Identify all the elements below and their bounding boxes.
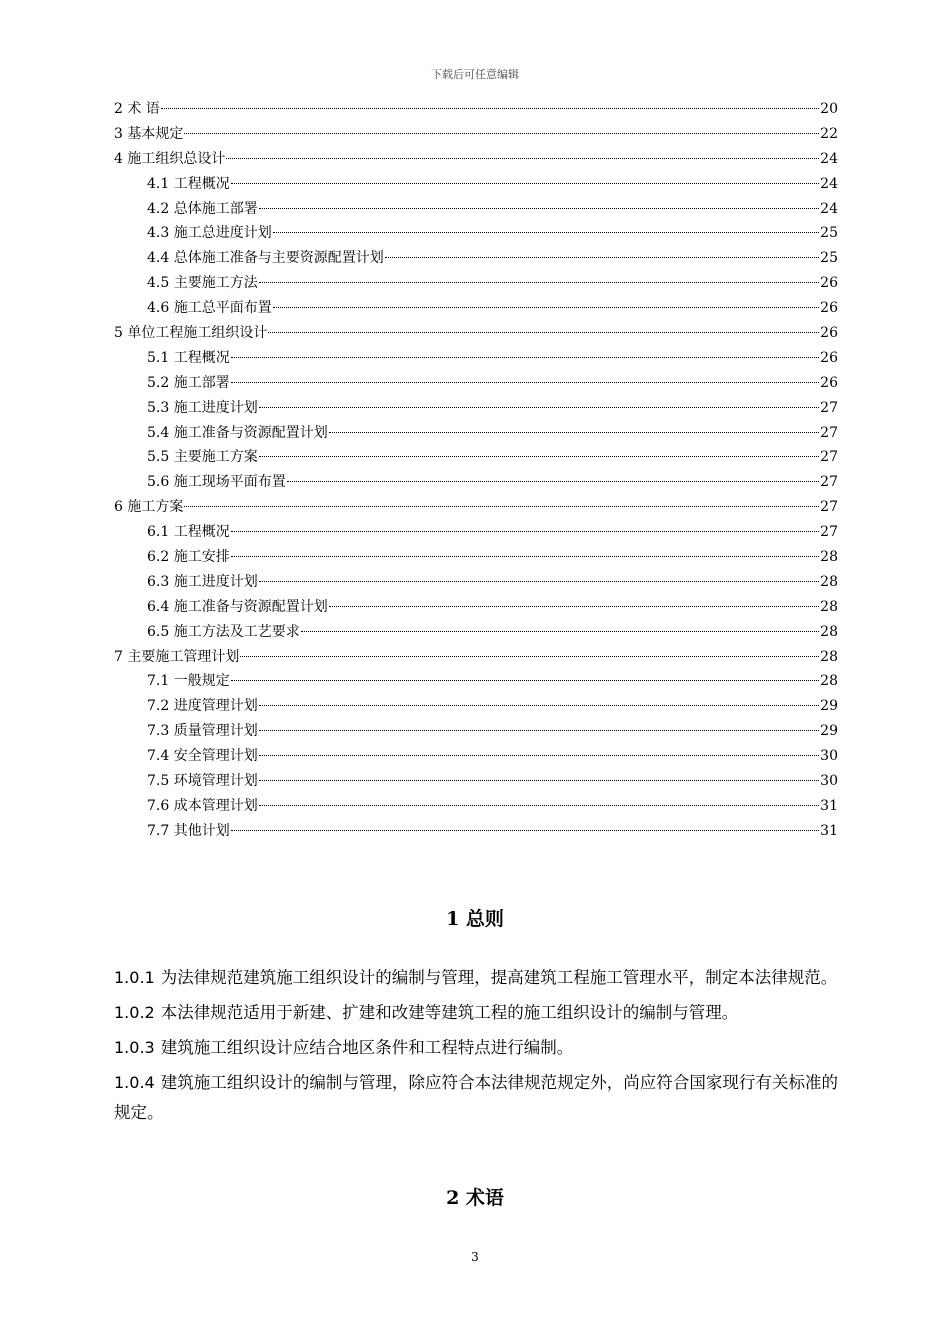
toc-entry[interactable] <box>114 471 838 496</box>
section-heading-terms: 2 术语 <box>446 1187 504 1209</box>
toc-entry-page: 26 <box>820 374 838 391</box>
toc-entry-page: 24 <box>820 150 838 167</box>
toc-entry-label: 6.3 施工进度计划 <box>147 573 258 590</box>
toc-dot-leader <box>259 780 819 781</box>
toc-entry-page: 28 <box>820 648 838 665</box>
toc-dot-leader <box>385 257 819 258</box>
toc-dot-leader <box>329 606 819 607</box>
toc-entry-label: 5.1 工程概况 <box>147 349 230 366</box>
toc-entry-label: 4.6 施工总平面布置 <box>147 300 272 317</box>
toc-entry-page: 31 <box>820 797 838 814</box>
toc-dot-leader <box>259 755 819 756</box>
toc-dot-leader <box>231 357 819 358</box>
toc-entry-page: 25 <box>820 250 838 267</box>
toc-entry-page: 25 <box>820 225 838 242</box>
clause-paragraph <box>114 1033 838 1063</box>
toc-entry-page: 27 <box>820 399 838 416</box>
toc-entry[interactable] <box>114 695 838 720</box>
toc-entry[interactable] <box>114 272 838 297</box>
toc-entry-label: 4.1 工程概况 <box>147 175 230 192</box>
clause-text: 建筑施工组织设计应结合地区条件和工程特点进行编制。 <box>160 1038 574 1057</box>
clause-text: 建筑施工组织设计的编制与管理，除应符合本法律规范规定外，尚应符合国家现行有关标准的规定。 <box>114 1073 838 1122</box>
toc-entry[interactable] <box>114 173 838 198</box>
toc-entry-label: 7 主要施工管理计划 <box>114 648 240 665</box>
toc-dot-leader <box>259 456 819 457</box>
toc-entry[interactable] <box>114 198 838 223</box>
clause-text: 本法律规范适用于新建、扩建和改建等建筑工程的施工组织设计的编制与管理。 <box>160 1003 739 1022</box>
toc-dot-leader <box>259 407 819 408</box>
toc-entry-page: 26 <box>820 349 838 366</box>
toc-entry-label: 4.3 施工总进度计划 <box>147 225 272 242</box>
toc-entry[interactable] <box>114 222 838 247</box>
toc-dot-leader <box>231 556 819 557</box>
toc-entry[interactable] <box>114 521 838 546</box>
toc-entry[interactable] <box>114 297 838 322</box>
toc-entry-page: 26 <box>820 300 838 317</box>
section-heading-general: 1 总则 <box>446 908 504 930</box>
toc-entry-page: 28 <box>820 673 838 690</box>
toc-entry[interactable] <box>114 496 838 521</box>
toc-entry[interactable] <box>114 795 838 820</box>
toc-entry-label: 6.4 施工准备与资源配置计划 <box>147 598 328 615</box>
toc-dot-leader <box>231 382 819 383</box>
toc-dot-leader <box>259 805 819 806</box>
toc-entry-label: 5.5 主要施工方案 <box>147 449 258 466</box>
toc-entry[interactable] <box>114 670 838 695</box>
toc-dot-leader <box>184 133 819 134</box>
toc-dot-leader <box>231 183 819 184</box>
clause-text: 为法律规范建筑施工组织设计的编制与管理，提高建筑工程施工管理水平，制定本法律规范。 <box>160 968 838 987</box>
toc-entry-page: 27 <box>820 449 838 466</box>
toc-entry-page: 30 <box>820 773 838 790</box>
toc-dot-leader <box>231 531 819 532</box>
page-header: 下载后可任意编辑 <box>431 68 519 81</box>
toc-entry-page: 20 <box>820 101 838 117</box>
toc-dot-leader <box>231 680 819 681</box>
toc-entry-label: 2 术 语 <box>114 101 160 117</box>
toc-dot-leader <box>273 232 819 233</box>
toc-entry-page: 24 <box>820 175 838 192</box>
toc-entry[interactable] <box>114 372 838 397</box>
toc-entry-page: 28 <box>820 598 838 615</box>
toc-entry-label: 4 施工组织总设计 <box>114 150 226 167</box>
toc-entry-label: 5.3 施工进度计划 <box>147 399 258 416</box>
toc-entry-label: 4.2 总体施工部署 <box>147 200 258 217</box>
toc-entry-page: 30 <box>820 748 838 765</box>
toc-entry-label: 7.4 安全管理计划 <box>147 748 258 765</box>
toc-entry-label: 4.4 总体施工准备与主要资源配置计划 <box>147 250 384 267</box>
clause-number: 1.0.2 <box>114 1003 155 1022</box>
toc-entry[interactable] <box>114 571 838 596</box>
toc-entry-label: 3 基本规定 <box>114 125 184 142</box>
toc-entry-page: 27 <box>820 499 838 516</box>
toc-entry-label: 7.5 环境管理计划 <box>147 773 258 790</box>
toc-entry[interactable] <box>114 770 838 795</box>
toc-entry[interactable] <box>114 621 838 646</box>
toc-entry-label: 7.3 质量管理计划 <box>147 723 258 740</box>
toc-entry-page: 24 <box>820 200 838 217</box>
toc-entry[interactable] <box>114 546 838 571</box>
clause-number: 1.0.4 <box>114 1073 155 1092</box>
toc-entry[interactable] <box>114 347 838 372</box>
clause-paragraph <box>114 963 838 993</box>
toc-entry-label: 5.4 施工准备与资源配置计划 <box>147 424 328 441</box>
toc-entry-label: 7.7 其他计划 <box>147 822 230 839</box>
toc-dot-leader <box>161 108 819 109</box>
toc-entry-page: 28 <box>820 623 838 640</box>
toc-entry-label: 5 单位工程施工组织设计 <box>114 325 268 342</box>
table-of-contents <box>114 98 838 845</box>
clause-paragraph <box>114 998 838 1028</box>
toc-dot-leader <box>273 307 819 308</box>
clause-number: 1.0.3 <box>114 1038 155 1057</box>
toc-entry-label: 6.2 施工安排 <box>147 549 230 566</box>
toc-entry[interactable] <box>114 98 838 123</box>
toc-entry[interactable] <box>114 596 838 621</box>
toc-entry[interactable] <box>114 247 838 272</box>
toc-entry[interactable] <box>114 720 838 745</box>
toc-entry[interactable] <box>114 322 838 347</box>
toc-entry-label: 4.5 主要施工方法 <box>147 275 258 292</box>
toc-entry-label: 5.6 施工现场平面布置 <box>147 474 286 491</box>
toc-dot-leader <box>231 830 819 831</box>
toc-entry-page: 28 <box>820 549 838 566</box>
toc-entry-page: 26 <box>820 275 838 292</box>
toc-entry[interactable] <box>114 646 838 671</box>
toc-dot-leader <box>259 282 819 283</box>
toc-dot-leader <box>329 432 819 433</box>
toc-entry-label: 5.2 施工部署 <box>147 374 230 391</box>
toc-entry[interactable] <box>114 820 838 845</box>
toc-entry-label: 6.1 工程概况 <box>147 524 230 541</box>
toc-entry-page: 28 <box>820 573 838 590</box>
toc-dot-leader <box>268 332 819 333</box>
toc-entry[interactable] <box>114 123 838 148</box>
toc-dot-leader <box>240 656 819 657</box>
toc-entry-page: 22 <box>820 125 838 142</box>
toc-entry[interactable] <box>114 148 838 173</box>
toc-entry[interactable] <box>114 446 838 471</box>
toc-entry[interactable] <box>114 397 838 422</box>
toc-entry[interactable] <box>114 745 838 770</box>
clause-paragraph <box>114 1068 838 1128</box>
clause-number: 1.0.1 <box>114 968 155 987</box>
toc-entry-label: 7.2 进度管理计划 <box>147 698 258 715</box>
toc-dot-leader <box>259 208 819 209</box>
toc-entry-page: 26 <box>820 325 838 342</box>
toc-entry[interactable] <box>114 422 838 447</box>
toc-entry-page: 29 <box>820 698 838 715</box>
toc-entry-page: 27 <box>820 424 838 441</box>
toc-dot-leader <box>259 730 819 731</box>
toc-entry-page: 31 <box>820 822 838 839</box>
toc-entry-page: 29 <box>820 723 838 740</box>
toc-dot-leader <box>301 631 819 632</box>
toc-dot-leader <box>184 506 819 507</box>
toc-entry-page: 27 <box>820 474 838 491</box>
toc-dot-leader <box>259 705 819 706</box>
general-provisions-body <box>114 963 838 1133</box>
toc-entry-label: 6 施工方案 <box>114 499 184 516</box>
toc-dot-leader <box>226 158 819 159</box>
toc-entry-label: 7.1 一般规定 <box>147 673 230 690</box>
toc-dot-leader <box>287 481 819 482</box>
toc-dot-leader <box>259 581 819 582</box>
toc-entry-page: 27 <box>820 524 838 541</box>
page-number: 3 <box>471 1250 479 1264</box>
toc-entry-label: 6.5 施工方法及工艺要求 <box>147 623 300 640</box>
toc-entry-label: 7.6 成本管理计划 <box>147 797 258 814</box>
